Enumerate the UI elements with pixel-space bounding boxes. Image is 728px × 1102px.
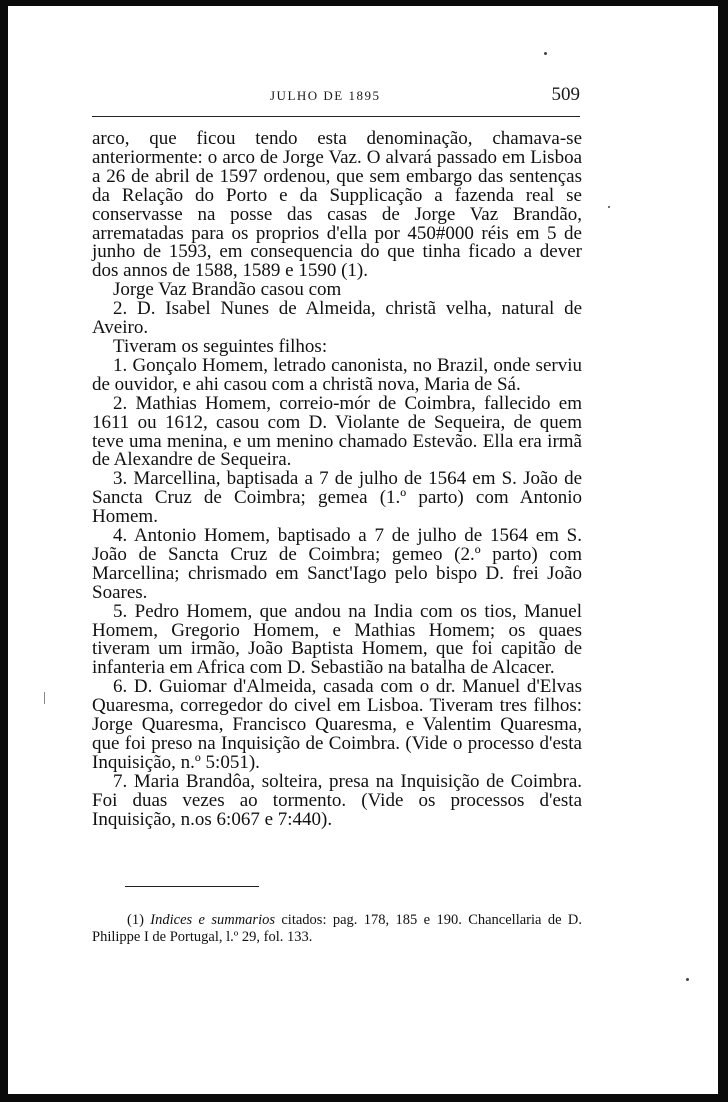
paragraph-child-3: 3. Marcellina, baptisada a 7 de julho de 1564 em S. João de Sancta Cruz de Coimbra; gemea (1.º parto) com Antonio Homem. — [92, 468, 582, 528]
footnote — [92, 912, 582, 946]
scan-speck — [44, 692, 45, 704]
paragraph-children-intro: Tiveram os seguintes filhos: — [113, 335, 328, 357]
paragraph-child-2: 2. Mathias Homem, correio-mór de Coimbra, fallecido em 1611 ou 1612, casou com D. Violante de Sequeira, de quem teve uma menina, e um menino chamado Estevão. Ella era irmã de Alexandre de Sequeira. — [92, 392, 582, 471]
paragraph-spouse: 2. D. Isabel Nunes de Almeida, christã velha, natural de Aveiro. — [92, 298, 582, 339]
footnote-paragraph — [92, 912, 582, 946]
paragraph-child-1: 1. Gonçalo Homem, letrado canonista, no Brazil, onde serviu de ouvidor, e ahi casou com a christã nova, Maria de Sá. — [92, 354, 582, 395]
paragraph-child-5: 5. Pedro Homem, que andou na India com os tios, Manuel Homem, Gregorio Homem, e Mathias Homem; os quaes tiveram um irmão, João Baptista Homem, que foi capitão de infanteria em Africa com D. Sebastião na batalha de Alcacer. — [92, 600, 582, 679]
scan-speck — [608, 206, 610, 208]
page-number: 509 — [551, 84, 580, 105]
paragraph-marriage: Jorge Vaz Brandão casou com — [113, 279, 342, 301]
running-head — [270, 84, 580, 110]
paragraph-continuation: arco, que ficou tendo esta denominação, chamava-se anteriormente: o arco de Jorge Vaz. O alvará passado em Lisboa a 26 de abril de 1597 ordenou, que sem embargo das sentenças da Relação do Porto e da Supplicação a fazenda real se conservasse na posse das casas de Jorge Vaz Brandão, arrematadas para os proprios d'ella por 450#000 réis em 5 de junho de 1593, em consequencia do que tinha ficado a dever dos annos de 1588, 1589 e 1590 (1). — [92, 128, 582, 282]
footnote-marker: (1) — [127, 912, 144, 928]
scan-speck — [686, 978, 689, 981]
paragraph-child-7: 7. Maria Brandôa, solteira, presa na Inquisição de Coimbra. Foi duas vezes ao tormento. (Vide os processos d'esta Inquisição, n.os 6:067 e 7:440). — [92, 770, 582, 830]
running-title: JULHO DE 1895 — [270, 88, 381, 103]
header-rule — [92, 116, 580, 117]
scan-speck — [544, 52, 547, 55]
paragraph-child-6: 6. D. Guiomar d'Almeida, casada com o dr. Manuel d'Elvas Quaresma, corregedor do civel em Lisboa. Tiveram tres filhos: Jorge Quaresma, Francisco Quaresma, e Valentim Quaresma, que foi preso na Inquisição de Coimbra. (Vide o processo d'esta Inquisição, n.º 5:051). — [92, 676, 582, 773]
paragraph-child-4: 4. Antonio Homem, baptisado a 7 de julho de 1564 em S. João de Sancta Cruz de Coimbra; gemeo (2.º parto) com Marcellina; chrismado em Sanct'Iago pelo bispo D. frei João Soares. — [92, 525, 582, 603]
footnote-text: citados: pag. 178, 185 e 190. Chancellaria de D. Philippe I de Portugal, l.º 29, fol. 133. — [92, 912, 582, 945]
footnote-italic-title: Indices e summarios — [150, 912, 275, 928]
book-page — [8, 6, 718, 1094]
body-text — [92, 130, 582, 830]
footnote-rule — [125, 886, 259, 887]
